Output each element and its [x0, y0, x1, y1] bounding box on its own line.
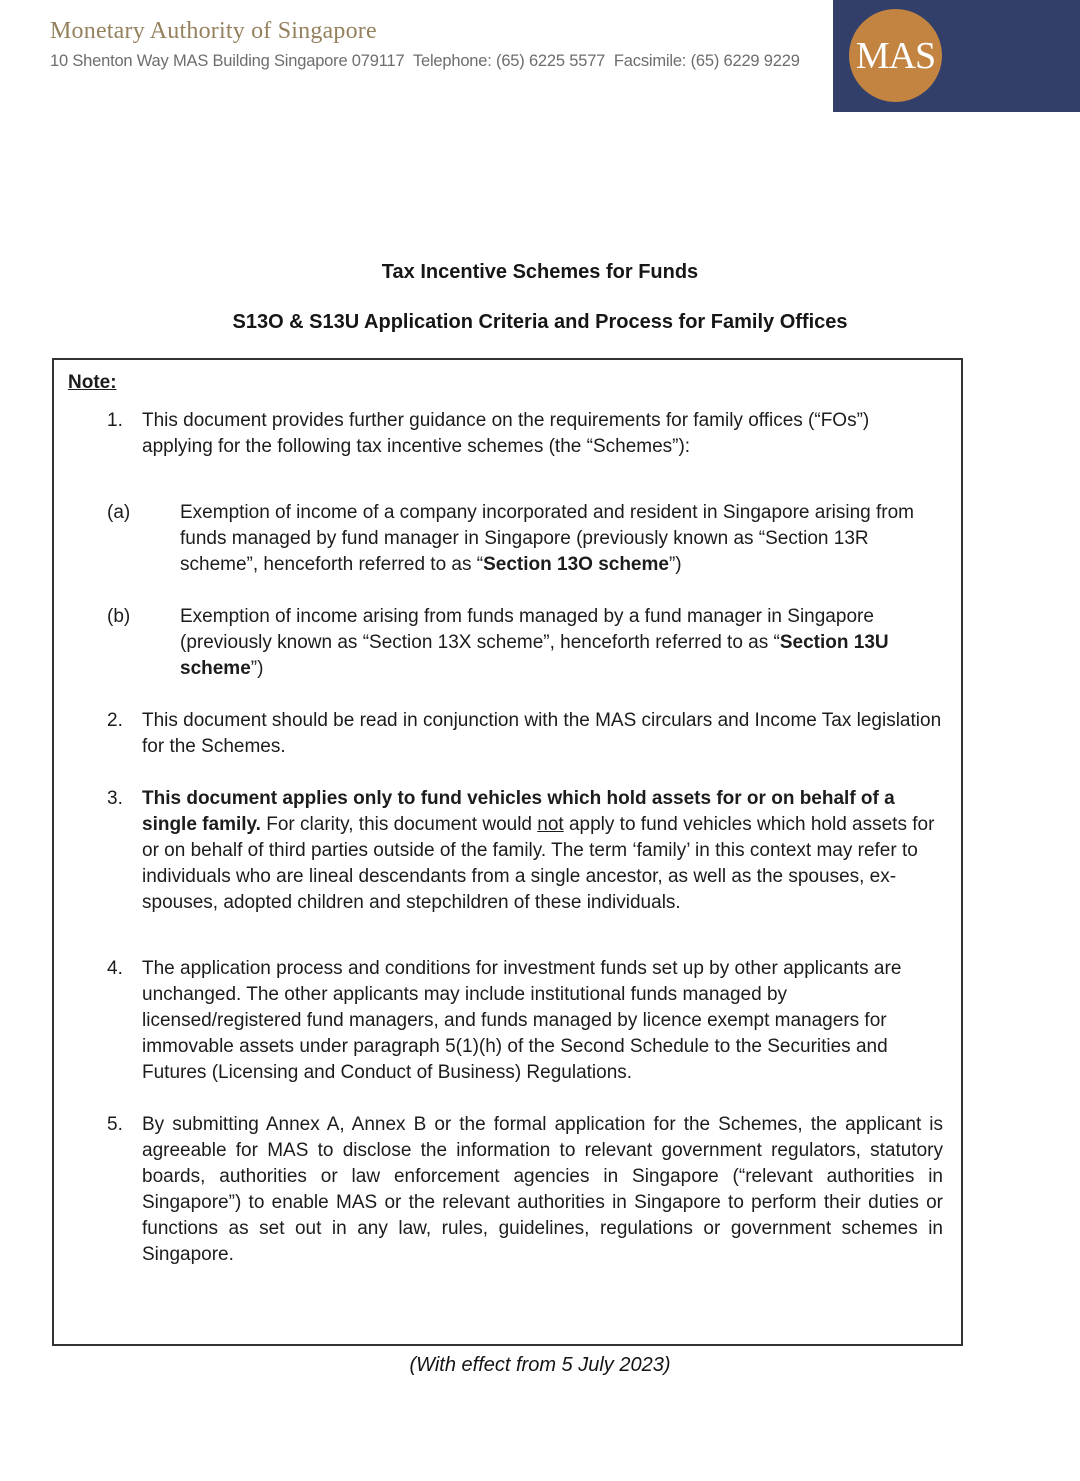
note-item-text: Exemption of income arising from funds managed by a fund manager in Singapore (previously known as “Section 13X scheme”, henceforth referred to as “Section 13U scheme”)	[180, 606, 889, 679]
note-item-label: 1.	[107, 410, 123, 431]
mas-logo-icon	[849, 9, 942, 102]
note-items	[54, 408, 961, 1268]
note-item-label: 5.	[107, 1114, 123, 1135]
note-item	[54, 956, 961, 1086]
effective-date: (With effect from 5 July 2023)	[409, 1354, 671, 1376]
note-item	[54, 408, 961, 460]
note-heading: Note:	[68, 372, 117, 393]
note-item-label: (b)	[107, 606, 131, 627]
letterhead	[50, 18, 800, 71]
mas-logo-banner	[833, 0, 1080, 112]
note-item-label: 2.	[107, 710, 123, 731]
note-item	[54, 604, 961, 682]
note-item-text: The application process and conditions for investment funds set up by other applicants are unchanged. The other applicants may include institutional funds managed by licensed/registered fund managers, and funds managed by licence exempt managers for immovable assets under paragraph 5(1)(h) of the Second Schedule to the Securities and Futures (Licensing and Conduct of Business) Regulations.	[142, 958, 902, 1083]
note-item	[54, 1112, 961, 1268]
page-title: Tax Incentive Schemes for Funds	[381, 261, 699, 283]
mas-logo-text: MAS	[855, 34, 936, 77]
note-item	[54, 786, 961, 916]
note-item-text: By submitting Annex A, Annex B or the formal application for the Schemes, the applicant is agreeable for MAS to disclose the information to relevant government regulators, statutory boards, authorities or law enforcement agencies in Singapore (“relevant authorities in Singapore”) to enable MAS or the relevant authorities in Singapore to perform their duties or functions as set out in any law, rules, guidelines, regulations or government schemes in Singapore.	[142, 1114, 943, 1265]
org-address: 10 Shenton Way MAS Building Singapore 079117 Telephone: (65) 6225 5577 Facsimile: (65) 6229 9229	[50, 52, 800, 70]
note-item-text: Exemption of income of a company incorporated and resident in Singapore arising from funds managed by fund manager in Singapore (previously known as “Section 13R scheme”, henceforth referred to as “Section 13O scheme”)	[180, 502, 915, 575]
note-item-text: This document applies only to fund vehicles which hold assets for or on behalf of a single family. For clarity, this document would not apply to fund vehicles which hold assets for or on behalf of third parties outside of the family. The term ‘family’ in this context may refer to individuals who are lineal descendants from a single ancestor, as well as the spouses, ex-spouses, adopted children and stepchildren of these individuals.	[142, 788, 935, 913]
note-box	[52, 358, 963, 1346]
page-subtitle: S13O & S13U Application Criteria and Process for Family Offices	[232, 311, 848, 333]
note-item-text: This document provides further guidance on the requirements for family offices (“FOs”) applying for the following tax incentive schemes (the “Schemes”):	[142, 410, 870, 457]
note-item-label: (a)	[107, 502, 131, 523]
note-item-text: This document should be read in conjunction with the MAS circulars and Income Tax legislation for the Schemes.	[142, 710, 942, 757]
note-item-label: 4.	[107, 958, 123, 979]
note-item	[54, 708, 961, 760]
note-item	[54, 500, 961, 578]
note-item-label: 3.	[107, 788, 123, 809]
org-name: Monetary Authority of Singapore	[50, 18, 377, 44]
